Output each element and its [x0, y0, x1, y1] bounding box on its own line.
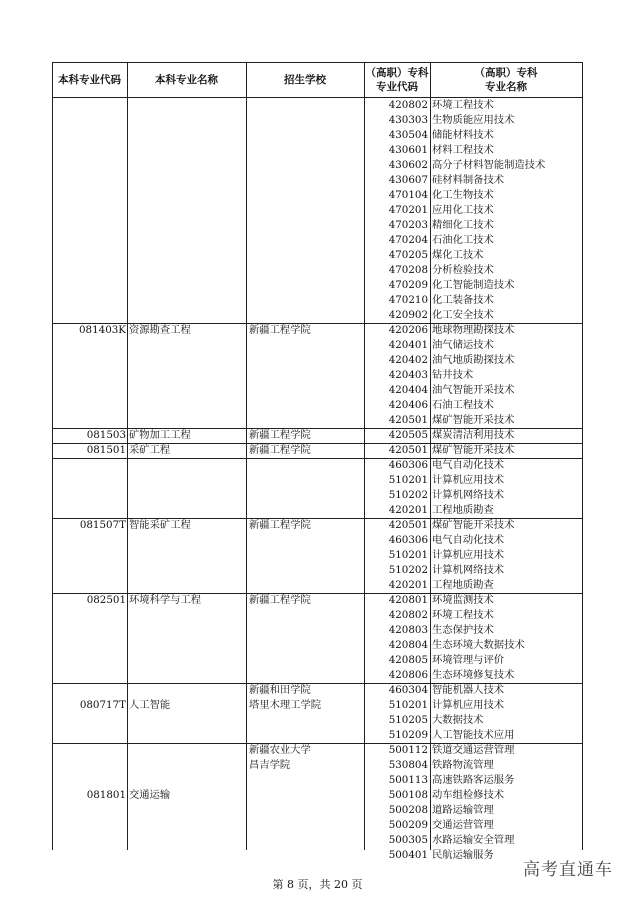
zk-code-cell: 510205 — [388, 714, 428, 726]
zk-code-cell: 510201 — [388, 549, 428, 561]
school-cell: 新疆工程学院 — [249, 324, 311, 336]
zk-code-cell: 510209 — [388, 729, 428, 741]
zk-name-cell: 大数据技术 — [432, 714, 484, 726]
zk-code-cell: 420403 — [388, 369, 428, 381]
zk-name-cell: 煤矿智能开采技术 — [432, 444, 515, 456]
zk-code-cell: 500305 — [388, 834, 428, 846]
zk-code-cell: 420404 — [388, 384, 428, 396]
zk-code-cell: 470104 — [388, 189, 428, 201]
zk-code-cell: 510202 — [388, 489, 428, 501]
zk-name-cell: 电气自动化技术 — [432, 534, 505, 546]
zk-name-cell: 生物质能应用技术 — [432, 114, 515, 126]
zk-name-cell: 环境监测技术 — [432, 594, 494, 606]
zk-code-cell: 430303 — [388, 114, 428, 126]
header-zk-code-line: 专业代码 — [376, 80, 418, 93]
zk-name-cell: 智能机器人技术 — [432, 684, 505, 696]
zk-name-cell: 化工生物技术 — [432, 189, 494, 201]
school-cell: 塔里木理工学院 — [249, 699, 322, 711]
zk-code-cell: 420801 — [388, 594, 428, 606]
zk-name-cell: 环境工程技术 — [432, 609, 494, 621]
zk-code-cell: 500209 — [388, 819, 428, 831]
zk-name-cell: 高分子材料智能制造技术 — [432, 159, 546, 171]
zk-name-cell: 地球物理勘探技术 — [432, 324, 515, 336]
zk-code-cell: 420206 — [388, 324, 428, 336]
zk-name-cell: 生态保护技术 — [432, 624, 494, 636]
zk-name-cell: 动车组检修技术 — [432, 789, 505, 801]
school-cell: 新疆农业大学 — [249, 744, 311, 756]
zk-name-cell: 电气自动化技术 — [432, 459, 505, 471]
zk-name-cell: 油气地质勘探技术 — [432, 354, 515, 366]
zk-name-cell: 化工安全技术 — [432, 309, 494, 321]
zk-code-cell: 530804 — [388, 759, 428, 771]
zk-code-cell: 460306 — [388, 534, 428, 546]
zk-name-cell: 道路运输管理 — [432, 804, 494, 816]
zk-code-cell: 420802 — [388, 99, 428, 111]
zk-code-cell: 420902 — [388, 309, 428, 321]
zk-name-cell: 油气智能开采技术 — [432, 384, 515, 396]
zk-name-cell: 工程地质勘查 — [432, 579, 494, 591]
zk-code-cell: 420402 — [388, 354, 428, 366]
zk-name-cell: 分析检验技术 — [432, 264, 494, 276]
zk-code-cell: 420505 — [388, 429, 428, 441]
bk-name-cell: 采矿工程 — [129, 444, 171, 456]
zk-name-cell: 环境管理与评价 — [432, 654, 505, 666]
page-footer: 第 8 页，共 20 页 — [272, 878, 363, 891]
zk-code-cell: 430607 — [388, 174, 428, 186]
zk-name-cell: 工程地质勘查 — [432, 504, 494, 516]
header-zk-name — [430, 62, 582, 97]
zk-code-cell: 500108 — [388, 789, 428, 801]
zk-name-cell: 计算机应用技术 — [432, 699, 505, 711]
zk-code-cell: 420804 — [388, 639, 428, 651]
zk-name-cell: 生态环境修复技术 — [432, 669, 515, 681]
column-divider — [127, 62, 128, 850]
zk-code-cell: 420805 — [388, 654, 428, 666]
zk-code-cell: 430602 — [388, 159, 428, 171]
zk-name-cell: 交通运营管理 — [432, 819, 494, 831]
zk-name-cell: 煤矿智能开采技术 — [432, 414, 515, 426]
zk-name-cell: 油气储运技术 — [432, 339, 494, 351]
zk-name-cell: 计算机应用技术 — [432, 549, 505, 561]
zk-code-cell: 420201 — [388, 504, 428, 516]
header-zk-code — [364, 62, 430, 97]
zk-code-cell: 470205 — [388, 249, 428, 261]
zk-name-cell: 化工智能制造技术 — [432, 279, 515, 291]
bk-code-cell: 080717T — [79, 699, 126, 711]
zk-code-cell: 460304 — [388, 684, 428, 696]
zk-code-cell: 500113 — [388, 774, 428, 786]
bk-name-cell: 交通运输 — [129, 789, 171, 801]
zk-name-cell: 煤化工技术 — [432, 249, 484, 261]
school-cell: 新疆工程学院 — [249, 444, 311, 456]
school-cell: 新疆工程学院 — [249, 594, 311, 606]
zk-code-cell: 430601 — [388, 144, 428, 156]
bk-code-cell: 081403K — [79, 324, 126, 336]
zk-code-cell: 420401 — [388, 339, 428, 351]
column-divider — [430, 62, 431, 850]
zk-name-cell: 生态环境大数据技术 — [432, 639, 525, 651]
zk-name-cell: 计算机网络技术 — [432, 489, 505, 501]
zk-name-cell: 硅材料制备技术 — [432, 174, 505, 186]
column-divider — [582, 62, 583, 850]
bk-name-cell: 智能采矿工程 — [129, 519, 191, 531]
zk-name-cell: 铁道交通运营管理 — [432, 744, 515, 756]
zk-name-cell: 储能材料技术 — [432, 129, 494, 141]
zk-code-cell: 420802 — [388, 609, 428, 621]
zk-code-cell: 430504 — [388, 129, 428, 141]
header-bk-name: 本科专业名称 — [155, 73, 218, 86]
table-top-border — [52, 62, 583, 63]
header-school: 招生学校 — [284, 73, 326, 86]
zk-name-cell: 化工装备技术 — [432, 294, 494, 306]
header-zk-name-line: 专业名称 — [485, 80, 527, 93]
bk-code-cell: 081501 — [86, 444, 126, 456]
zk-name-cell: 煤矿智能开采技术 — [432, 519, 515, 531]
zk-name-cell: 煤炭清洁利用技术 — [432, 429, 515, 441]
header-zk-code-line: （高职）专科 — [365, 66, 429, 79]
bk-code-cell: 081507T — [79, 519, 126, 531]
zk-name-cell: 精细化工技术 — [432, 219, 494, 231]
zk-name-cell: 人工智能技术应用 — [432, 729, 515, 741]
zk-code-cell: 420806 — [388, 669, 428, 681]
zk-code-cell: 500401 — [388, 849, 428, 861]
zk-name-cell: 材料工程技术 — [432, 144, 494, 156]
zk-code-cell: 420201 — [388, 579, 428, 591]
zk-name-cell: 高速铁路客运服务 — [432, 774, 515, 786]
school-cell: 新疆工程学院 — [249, 519, 311, 531]
column-divider — [364, 62, 365, 850]
header-zk-name-line: （高职）专科 — [474, 66, 538, 79]
zk-code-cell: 510201 — [388, 474, 428, 486]
zk-code-cell: 510201 — [388, 699, 428, 711]
zk-name-cell: 石油工程技术 — [432, 399, 494, 411]
zk-code-cell: 420501 — [388, 414, 428, 426]
watermark-text: 高考直通车 — [523, 860, 613, 880]
zk-name-cell: 铁路物流管理 — [432, 759, 494, 771]
school-cell: 新疆工程学院 — [249, 429, 311, 441]
zk-name-cell: 民航运输服务 — [432, 849, 494, 861]
bk-name-cell: 资源勘查工程 — [129, 324, 191, 336]
bk-name-cell: 矿物加工工程 — [129, 429, 191, 441]
zk-name-cell: 应用化工技术 — [432, 204, 494, 216]
zk-code-cell: 470209 — [388, 279, 428, 291]
school-cell: 新疆和田学院 — [249, 684, 311, 696]
zk-name-cell: 石油化工技术 — [432, 234, 494, 246]
zk-code-cell: 500208 — [388, 804, 428, 816]
zk-code-cell: 470208 — [388, 264, 428, 276]
zk-code-cell: 510202 — [388, 564, 428, 576]
zk-code-cell: 420406 — [388, 399, 428, 411]
bk-name-cell: 人工智能 — [129, 699, 171, 711]
zk-name-cell: 钻井技术 — [432, 369, 474, 381]
bk-name-cell: 环境科学与工程 — [129, 594, 202, 606]
zk-name-cell: 环境工程技术 — [432, 99, 494, 111]
school-cell: 昌吉学院 — [249, 759, 291, 771]
header-bk-code: 本科专业代码 — [58, 73, 121, 86]
zk-code-cell: 420803 — [388, 624, 428, 636]
zk-code-cell: 470204 — [388, 234, 428, 246]
zk-name-cell: 计算机应用技术 — [432, 474, 505, 486]
bk-code-cell: 081801 — [86, 789, 126, 801]
zk-code-cell: 470201 — [388, 204, 428, 216]
bk-code-cell: 082501 — [86, 594, 126, 606]
column-divider — [246, 62, 247, 850]
bk-code-cell: 081503 — [86, 429, 126, 441]
zk-code-cell: 420501 — [388, 519, 428, 531]
column-divider — [52, 62, 53, 850]
zk-code-cell: 470203 — [388, 219, 428, 231]
zk-code-cell: 500112 — [388, 744, 428, 756]
zk-name-cell: 水路运输安全管理 — [432, 834, 515, 846]
zk-name-cell: 计算机网络技术 — [432, 564, 505, 576]
zk-code-cell: 420501 — [388, 444, 428, 456]
zk-code-cell: 460306 — [388, 459, 428, 471]
zk-code-cell: 470210 — [388, 294, 428, 306]
